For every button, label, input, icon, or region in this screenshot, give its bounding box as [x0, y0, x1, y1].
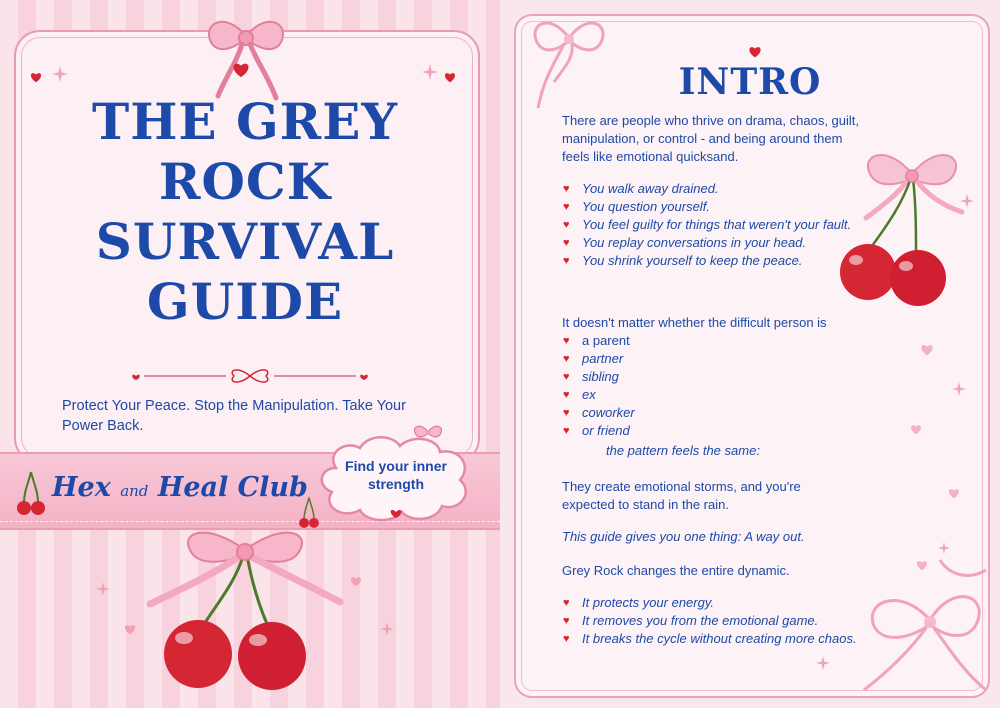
sparkle-icon	[96, 582, 110, 596]
sparkle-icon	[422, 64, 438, 80]
club-name	[52, 468, 308, 511]
list-item: ♥ You feel guilty for things that weren't your fault.	[563, 217, 852, 232]
difficult-person-lead: It doesn't matter whether the difficult person is	[562, 315, 827, 330]
sparkle-icon	[816, 656, 830, 670]
heart-icon	[124, 624, 136, 635]
bow-icon	[196, 4, 296, 104]
title-line: ROCK	[158, 152, 332, 211]
heart-bullet-icon: ♥	[563, 425, 570, 437]
sparkle-icon	[960, 194, 974, 208]
heart-icon	[910, 424, 922, 435]
list-item: ♥ coworker	[563, 405, 635, 420]
heart-icon	[444, 72, 456, 83]
storms-paragraph: They create emotional storms, and you're expected to stand in the rain.	[562, 479, 801, 512]
ornament-divider	[130, 366, 370, 386]
pattern-line: the pattern feels the same:	[606, 443, 760, 458]
list-item: ♥ It breaks the cycle without creating more chaos.	[563, 631, 857, 646]
title-line: GUIDE	[146, 272, 344, 331]
heart-icon	[916, 560, 928, 571]
list-item: ♥ You shrink yourself to keep the peace.	[563, 253, 803, 268]
list-item: ♥ partner	[563, 351, 624, 366]
bow-icon	[412, 422, 444, 446]
sparkle-icon	[380, 622, 394, 636]
people-list	[562, 332, 762, 440]
heart-bullet-icon: ♥	[563, 255, 570, 267]
heart-icon	[948, 488, 960, 499]
heart-bullet-icon: ♥	[563, 201, 570, 213]
list-item: ♥ a parent	[563, 333, 630, 348]
list-item: ♥ It removes you from the emotional game.	[563, 613, 819, 628]
title-line: THE GREY	[91, 92, 399, 151]
heart-bullet-icon: ♥	[563, 335, 570, 347]
cover-title	[20, 92, 470, 332]
heart-bullet-icon: ♥	[563, 353, 570, 365]
benefits-list	[562, 594, 862, 648]
club-name-heal: Heal Club	[157, 472, 308, 503]
list-item: ♥ You question yourself.	[563, 199, 710, 214]
symptom-list	[562, 180, 862, 270]
club-name-and: and	[120, 482, 149, 500]
title-line: SURVIVAL	[95, 212, 395, 271]
heart-bullet-icon: ♥	[563, 615, 570, 627]
intro-paragraph: There are people who thrive on drama, chaos, guilt, manipulation, or control - and being around them feels like emotional quicksand.	[562, 113, 860, 164]
list-item: ♥ It protects your energy.	[563, 595, 714, 610]
intro-title: INTRO	[678, 61, 822, 103]
cover-subtitle: Protect Your Peace. Stop the Manipulation. Take Your Power Back.	[62, 398, 406, 434]
heart-bullet-icon: ♥	[563, 183, 570, 195]
heart-icon	[232, 62, 250, 78]
heart-bullet-icon: ♥	[563, 633, 570, 645]
heart-bullet-icon: ♥	[563, 371, 570, 383]
badge-text: Find your inner strength	[345, 458, 447, 492]
cherry-icon	[16, 470, 46, 518]
sparkle-icon	[952, 382, 966, 396]
grey-rock-line: Grey Rock changes the entire dynamic.	[562, 563, 790, 578]
sparkle-icon	[938, 542, 950, 554]
list-item: ♥ You replay conversations in your head.	[563, 235, 807, 250]
cherry-icon	[140, 520, 350, 708]
cherry-icon	[832, 134, 982, 314]
guide-line: This guide gives you one thing: A way out.	[562, 529, 805, 544]
heart-icon	[920, 344, 934, 356]
heart-icon	[30, 72, 42, 83]
heart-bullet-icon: ♥	[563, 219, 570, 231]
heart-bullet-icon: ♥	[563, 597, 570, 609]
heart-bullet-icon: ♥	[563, 407, 570, 419]
heart-bullet-icon: ♥	[563, 389, 570, 401]
sparkle-icon	[52, 66, 68, 82]
list-item: ♥ You walk away drained.	[563, 181, 719, 196]
heart-bullet-icon: ♥	[563, 237, 570, 249]
list-item: ♥ or friend	[563, 423, 630, 438]
intro-page	[500, 0, 1000, 708]
bow-icon	[840, 540, 990, 700]
heart-icon	[350, 576, 362, 587]
club-name-hex: Hex	[52, 472, 111, 503]
list-item: ♥ ex	[563, 387, 596, 402]
list-item: ♥ sibling	[563, 369, 619, 384]
